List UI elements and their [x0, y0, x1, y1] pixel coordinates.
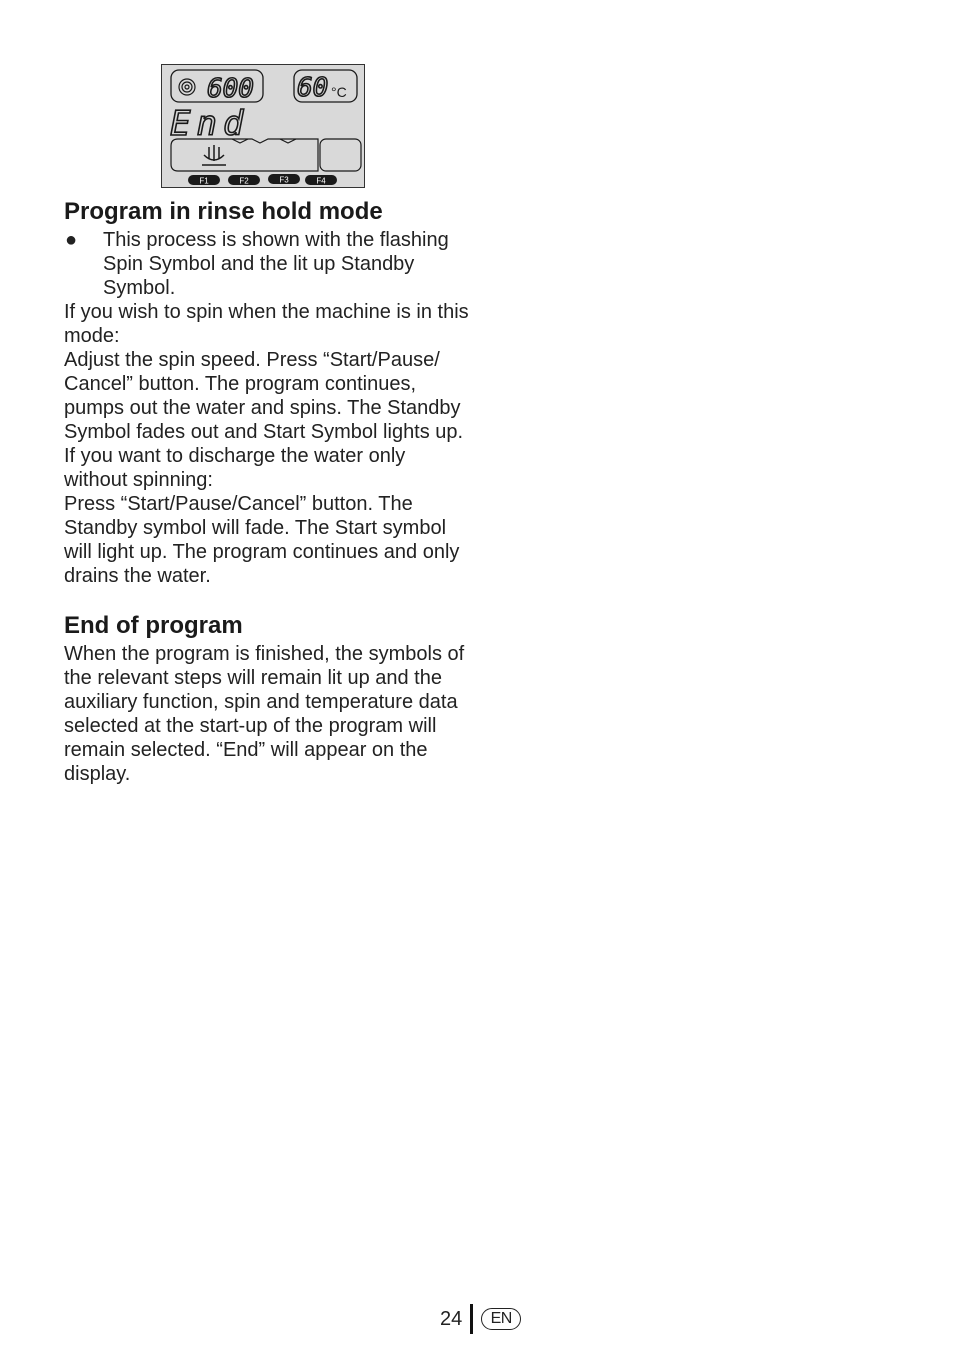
rinse-hold-section — [64, 196, 474, 588]
rinse-hold-heading: Program in rinse hold mode — [64, 198, 383, 225]
bullet-icon: ● — [65, 229, 78, 251]
rinse-hold-paragraph: Adjust the spin speed. Press “Start/Pause/ Cancel” button. The program continues, pumps out the water and spins. The Standby Symbol fades out and Start Symbol lights up. — [64, 349, 464, 443]
end-of-program-section — [64, 610, 474, 786]
function-buttons — [188, 174, 337, 186]
rinse-hold-bullets — [64, 228, 474, 300]
standby-box — [320, 139, 361, 171]
display-panel-drawing — [162, 65, 364, 187]
end-message: End — [170, 104, 250, 144]
f4-label: F4 — [316, 176, 326, 186]
rinse-hold-paragraph: If you wish to spin when the machine is in this mode: — [64, 301, 469, 347]
rinse-hold-paragraph: Press “Start/Pause/Cancel” button. The Standby symbol will fade. The Start symbol will light up. The program continues and only drains the water. — [64, 493, 460, 587]
f1-label: F1 — [199, 176, 209, 186]
page-number: 24 — [440, 1308, 463, 1330]
footer-divider — [470, 1304, 473, 1334]
page-footer — [440, 1304, 521, 1334]
temperature-value: 60 — [297, 73, 329, 103]
main-column — [64, 196, 474, 786]
rinse-hold-bullet-item — [64, 228, 474, 300]
spin-value: 600 — [207, 74, 254, 104]
display-panel-illustration — [161, 64, 365, 188]
end-of-program-heading: End of program — [64, 612, 243, 639]
rinse-hold-icon — [202, 145, 226, 165]
rinse-hold-bullet-text: This process is shown with the flashing Spin Symbol and the lit up Standby Symbol. — [103, 229, 449, 299]
f3-label: F3 — [279, 175, 289, 185]
spin-icon — [179, 79, 195, 95]
rinse-hold-paragraph: If you want to discharge the water only without spinning: — [64, 445, 406, 491]
temperature-unit: °C — [331, 84, 347, 100]
language-badge: EN — [481, 1308, 521, 1330]
end-of-program-body: When the program is finished, the symbols of the relevant steps will remain lit up and the auxiliary function, spin and temperature data selected at the start-up of the program will remain selected. “End” will appear on the display. — [64, 643, 465, 785]
f2-label: F2 — [239, 176, 249, 186]
